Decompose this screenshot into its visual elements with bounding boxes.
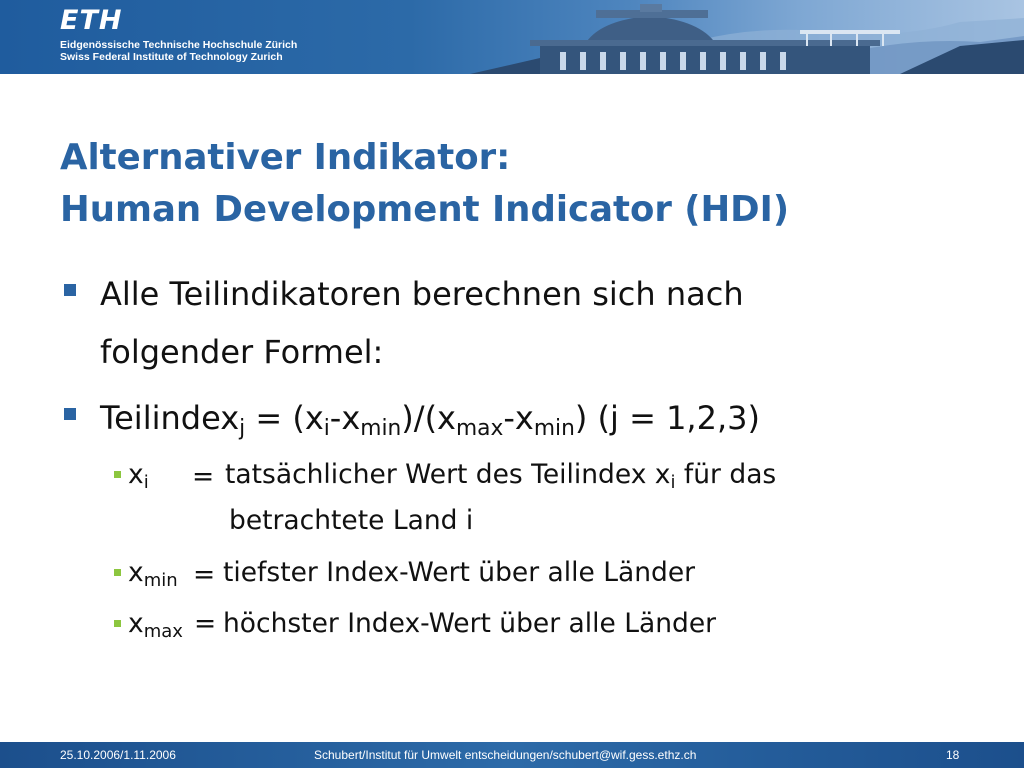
variable: x: [128, 608, 144, 639]
sub-bullet-marker: [114, 569, 121, 576]
text-part: tatsächlicher Wert des Teilindex x: [225, 459, 671, 490]
sub-bullet-xmin-var: [128, 557, 178, 592]
bullet-marker: [64, 408, 76, 420]
formula-subscript: min: [360, 416, 402, 442]
sub-bullet-xmax-text: höchster Index-Wert über alle Länder: [223, 608, 717, 639]
text-subscript: i: [670, 472, 676, 494]
formula-subscript: i: [323, 416, 330, 442]
sub-bullet-xi-text-line-1: [225, 459, 777, 494]
page-number: 18: [946, 748, 960, 762]
text-part: für das: [675, 459, 777, 490]
formula-subscript: j: [239, 416, 246, 442]
bullet-1-text-line-1: Alle Teilindikatoren berechnen sich nach: [100, 275, 744, 313]
sub-bullet-xmax-equals: =: [194, 608, 217, 639]
formula-part: -x: [329, 399, 361, 437]
formula-part: Teilindex: [100, 399, 240, 437]
sub-bullet-marker: [114, 471, 121, 478]
formula-part: ) (j = 1,2,3): [574, 399, 760, 437]
formula-part: = (x: [245, 399, 324, 437]
sub-bullet-xmin-text: tiefster Index-Wert über alle Länder: [223, 557, 696, 588]
institution-name-en: Swiss Federal Institute of Technology Zurich: [60, 51, 283, 63]
sub-bullet-marker: [114, 620, 121, 627]
eth-logo: ETH: [60, 5, 123, 36]
bullet-marker: [64, 284, 76, 296]
bullet-1-text-line-2: folgender Formel:: [100, 333, 384, 371]
footer-bar: [0, 742, 1024, 768]
footer-date: 25.10.2006/1.11.2006: [60, 748, 176, 762]
variable: x: [128, 459, 144, 490]
slide-title-line-1: Alternativer Indikator:: [60, 137, 511, 178]
sub-bullet-xi-equals: =: [192, 461, 215, 492]
variable: x: [128, 557, 144, 588]
slide-title: [60, 132, 789, 236]
variable-subscript: min: [143, 570, 178, 592]
slide-title-line-2: Human Development Indicator (HDI): [60, 189, 790, 230]
variable-subscript: max: [143, 621, 183, 643]
formula-part: )/(x: [401, 399, 456, 437]
formula-subscript: max: [455, 416, 504, 442]
sub-bullet-xmin-equals: =: [193, 559, 216, 590]
footer-author: Schubert/Institut für Umwelt entscheidungen/schubert@wif.gess.ethz.ch: [314, 748, 697, 762]
formula-teilindex: [100, 399, 760, 442]
formula-part: -x: [503, 399, 534, 437]
header-banner: [0, 0, 1024, 74]
formula-subscript: min: [533, 416, 575, 442]
variable-subscript: i: [143, 472, 149, 494]
sub-bullet-xmax-var: [128, 608, 183, 643]
sub-bullet-xi-text-line-2: betrachtete Land i: [229, 505, 474, 536]
institution-name-de: Eidgenössische Technische Hochschule Zürich: [60, 39, 298, 51]
sub-bullet-xi-var: [128, 459, 149, 494]
